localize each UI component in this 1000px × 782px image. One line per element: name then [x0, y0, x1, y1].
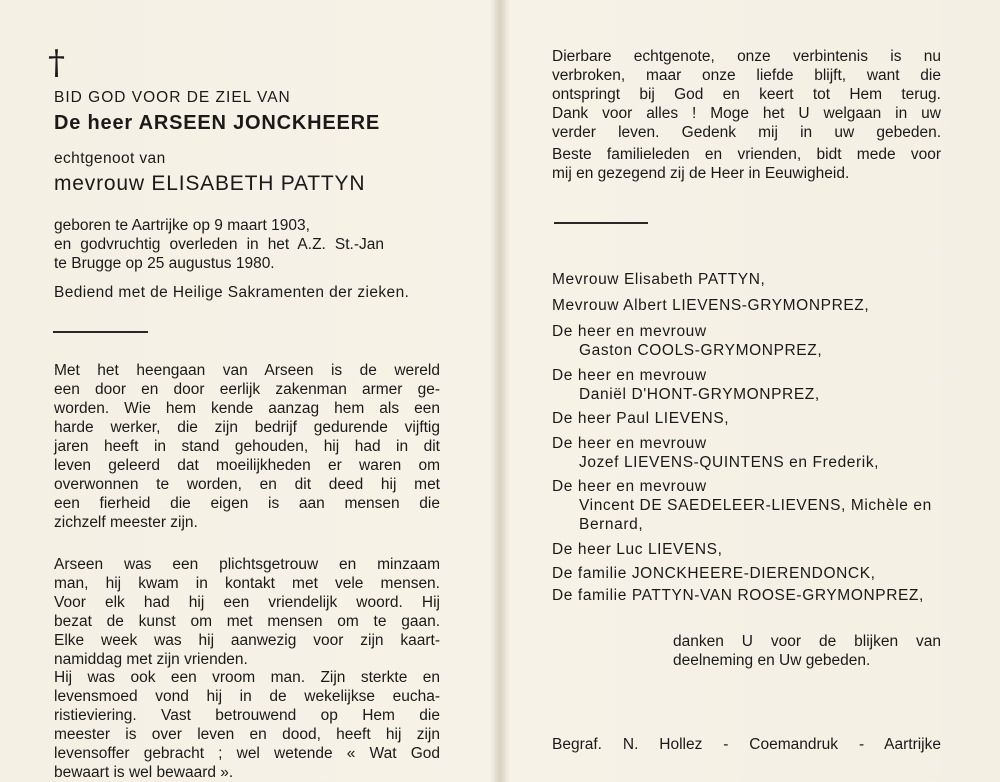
text-line: danken U voor de blijken van [673, 633, 941, 650]
mourner-line: Gaston COOLS-GRYMONPREZ, [579, 342, 823, 359]
mourner-line: Vincent DE SAEDELEER-LIEVENS, Michèle en [579, 497, 932, 514]
mourner-line: De familie JONCKHEERE-DIERENDONCK, [552, 565, 876, 582]
text-line: Arseen was een plichtsgetrouw en minzaam [54, 556, 440, 573]
text-line: mij en gezegend zij de Heer in Eeuwigheid. [552, 165, 850, 182]
text-line: een door en door eerlijk zakenman armer ge- [54, 381, 440, 398]
mourner-line: De heer Paul LIEVENS, [552, 410, 730, 427]
text-line: ontspringt bij God en keert tot Hem terug. [552, 86, 941, 103]
request-paragraph [552, 145, 941, 183]
text-line: deelneming en Uw gebeden. [673, 652, 871, 669]
text-line: zichzelf meester zijn. [54, 514, 198, 531]
mourner-line: Mevrouw Elisabeth PATTYN, [552, 271, 766, 288]
right-page [501, 0, 1000, 782]
sacraments-text: Bediend met de Heilige Sakramenten der zieken. [54, 284, 410, 301]
text-line: bewaart is wel bewaard ». [54, 764, 234, 781]
text-line: Voor elk had hij een vriendelijk woord. Hij [54, 594, 440, 611]
left-page [0, 0, 499, 782]
text-line: levensoffer gebracht ; wel wetende « Wat God [54, 745, 440, 762]
mourner-line: Jozef LIEVENS-QUINTENS en Frederik, [579, 454, 880, 471]
text-line: een fierheid die eigen is aan mensen die [54, 495, 440, 512]
text-line: Dierbare echtgenote, onze verbintenis is nu [552, 48, 941, 65]
mourner-line: De heer en mevrouw [552, 478, 707, 495]
mourner-line: Daniël D'HONT-GRYMONPREZ, [579, 386, 820, 403]
birth-line: geboren te Aartrijke op 9 maart 1903, [54, 217, 310, 234]
printer-line: Begraf. N. Hollez - Coemandruk - Aartrijke [552, 736, 941, 753]
thanks-paragraph [673, 632, 941, 670]
text-line: harde werker, die zijn bedrijf gedurende vijftig [54, 419, 440, 436]
text-line: Hij was ook een vroom man. Zijn sterkte en [54, 669, 440, 686]
text-line: ristieviering. Vast betrouwend op Hem die [54, 707, 440, 724]
spouse-name: mevrouw ELISABETH PATTYN [54, 172, 366, 195]
text-line: levensmoed vond hij in de wekelijkse eucha- [54, 688, 440, 705]
text-line: jaren heeft in stand gehouden, hij had in dit [54, 438, 440, 455]
divider [554, 222, 648, 224]
cross-icon: † [48, 43, 65, 83]
birth-death-info [54, 216, 384, 273]
text-line: verder leven. Gedenk mij in uw gebeden. [552, 124, 941, 141]
eulogy-paragraph-1 [54, 361, 440, 532]
text-line: man, hij kwam in kontakt met vele mensen. [54, 575, 440, 592]
text-line: Met het heengaan van Arseen is de wereld [54, 362, 440, 379]
eulogy-paragraph-3 [54, 668, 440, 782]
deceased-name: De heer ARSEEN JONCKHEERE [54, 112, 381, 134]
text-line: Beste familieleden en vrienden, bidt mede voor [552, 146, 941, 163]
farewell-paragraph [552, 47, 941, 142]
mourner-line: De familie PATTYN-VAN ROOSE-GRYMONPREZ, [552, 587, 924, 604]
text-line: Elke week was hij aanwezig voor zijn kaart- [54, 632, 440, 649]
text-line: worden. Wie hem kende aanzag hem als een [54, 400, 440, 417]
text-line: meester is over leven en dood, heeft hij zijn [54, 726, 440, 743]
mourner-line: Mevrouw Albert LIEVENS-GRYMONPREZ, [552, 297, 870, 314]
place-date-line: te Brugge op 25 augustus 1980. [54, 255, 275, 272]
text-line: overwonnen te worden, en dit deed hij met [54, 476, 440, 493]
mourner-line: De heer en mevrouw [552, 323, 707, 340]
text-line: verbroken, maar onze liefde blijft, want die [552, 67, 941, 84]
divider [53, 331, 148, 333]
spouse-relation: echtgenoot van [54, 150, 166, 167]
eulogy-paragraph-2 [54, 555, 440, 669]
text-line: namiddag met zijn vrienden. [54, 651, 248, 668]
printer-credit [552, 735, 941, 754]
mourner-line: De heer en mevrouw [552, 367, 707, 384]
mourner-line: Bernard, [579, 516, 644, 533]
text-line: Dank voor alles ! Moge het U welgaan in uw [552, 105, 941, 122]
text-line: bezat de kunst om met mensen om te gaan. [54, 613, 440, 630]
intro-text: BID GOD VOOR DE ZIEL VAN [54, 89, 291, 106]
mourner-line: De heer Luc LIEVENS, [552, 541, 723, 558]
text-line: leven geleerd dat moeilijkheden er waren om [54, 457, 440, 474]
death-line: en godvruchtig overleden in het A.Z. St.-Jan [54, 236, 384, 253]
mourner-line: De heer en mevrouw [552, 435, 707, 452]
